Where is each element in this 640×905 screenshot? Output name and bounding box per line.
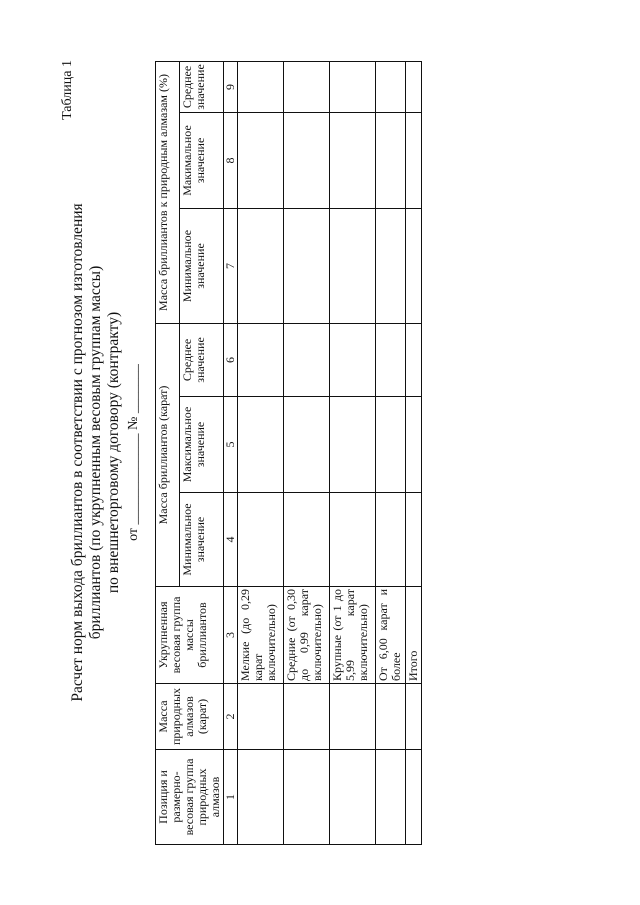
group-cell: Средние (от 0,30 до 0,99 карат включительно) xyxy=(284,587,330,684)
col-num: 2 xyxy=(224,684,238,750)
header-min-percent: Минимальное значение xyxy=(180,208,224,323)
header-min-carat: Минимальное значение xyxy=(180,493,224,587)
title-line-1: Расчет норм выхода бриллиантов в соответствии с прогнозом изготовления xyxy=(69,203,86,702)
header-mass-brilliants: Масса бриллиантов (карат) xyxy=(156,323,180,586)
table-row xyxy=(330,61,376,844)
group-cell: Крупные (от 1 до 5,99 карат включительно) xyxy=(330,587,376,684)
header-mass-natural: Масса природных алмазов (карат) xyxy=(156,684,224,750)
table-row xyxy=(238,61,284,844)
col-num: 6 xyxy=(224,323,238,396)
diamond-yield-table xyxy=(155,61,422,845)
header-group: Укрупненная весовая группа массы бриллиантов xyxy=(156,587,224,684)
title-line-3: по внешнеторговому договору (контракту) xyxy=(105,311,122,594)
from-label: от xyxy=(126,527,141,541)
header-position: Позиция и размерно-весовая группа природных алмазов xyxy=(156,750,224,845)
table-row xyxy=(284,61,330,844)
header-avg-percent: Среднее значение xyxy=(180,61,224,112)
title-line-2: бриллиантов (по укрупненным весовым группам массы) xyxy=(87,265,104,640)
col-num: 1 xyxy=(224,750,238,845)
col-num: 8 xyxy=(224,112,238,208)
header-max-percent: Макимальное значение xyxy=(180,112,224,208)
total-row xyxy=(406,61,422,844)
col-num: 3 xyxy=(224,587,238,684)
group-cell: От 6,00 карат и более xyxy=(376,587,406,684)
col-num: 5 xyxy=(224,397,238,493)
group-cell: Мелкие (до 0,29 карат включительно) xyxy=(238,587,284,684)
column-number-row xyxy=(224,61,238,844)
header-avg-carat: Среднее значение xyxy=(180,323,224,396)
header-mass-percent: Масса бриллиантов к природным алмазам (%) xyxy=(156,61,180,323)
contract-date-number-line xyxy=(124,0,143,905)
col-num: 9 xyxy=(224,61,238,112)
table-row xyxy=(376,61,406,844)
total-label: Итого xyxy=(406,587,422,684)
number-label: № xyxy=(126,416,141,430)
date-blank: _____________ xyxy=(126,433,141,525)
col-num: 7 xyxy=(224,208,238,323)
number-blank: _______ xyxy=(126,364,141,414)
col-num: 4 xyxy=(224,493,238,587)
header-max-carat: Максимальное значение xyxy=(180,397,224,493)
table-label: Таблица 1 xyxy=(60,60,75,120)
